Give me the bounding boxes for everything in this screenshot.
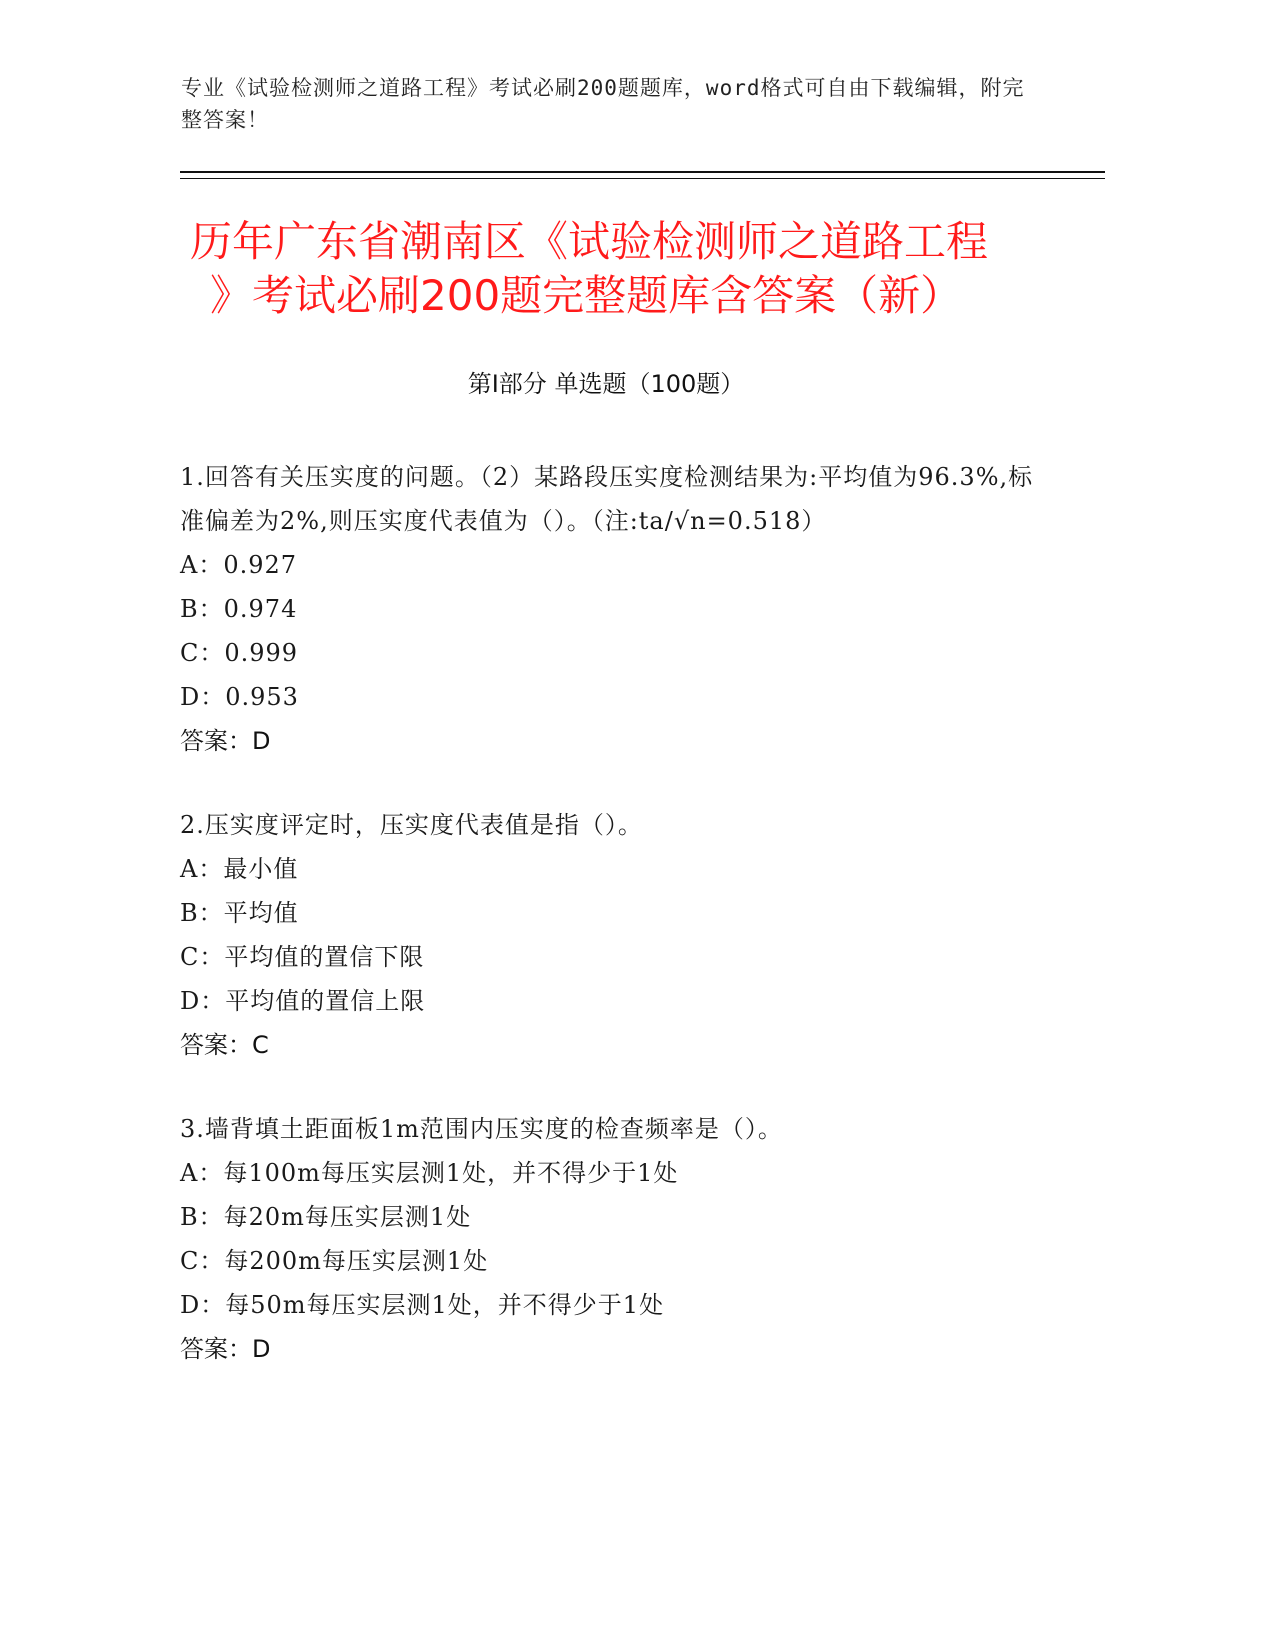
question-2 bbox=[180, 803, 1040, 1067]
option-a: A：最小值 bbox=[180, 855, 299, 883]
option-c: C：每200m每压实层测1处 bbox=[180, 1247, 489, 1275]
question-1 bbox=[180, 455, 1040, 763]
question-stem: 3.墙背填土距面板1m范围内压实度的检查频率是（）。 bbox=[180, 1115, 783, 1143]
question-list bbox=[180, 455, 1040, 1411]
question-3 bbox=[180, 1107, 1040, 1371]
section-title: 第Ⅰ部分 单选题（100题） bbox=[467, 370, 745, 398]
header-note: 专业《试验检测师之道路工程》考试必刷200题题库，word格式可自由下载编辑，附完整答案！ bbox=[181, 76, 1025, 132]
document-title-line-2: 》考试必刷200题完整题库含答案（新） bbox=[210, 271, 963, 320]
question-stem: 1.回答有关压实度的问题。（2）某路段压实度检测结果为:平均值为96.3%,标准偏差为2%,则压实度代表值为（）。（注:ta/√n=0.518） bbox=[180, 463, 1034, 535]
option-c: C：平均值的置信下限 bbox=[180, 943, 425, 971]
answer: 答案：D bbox=[180, 1335, 271, 1363]
option-a: A：0.927 bbox=[180, 551, 298, 579]
option-d: D：0.953 bbox=[180, 683, 299, 711]
option-b: B：每20m每压实层测1处 bbox=[180, 1203, 472, 1231]
document-title-line-1: 历年广东省潮南区《试验检测师之道路工程 bbox=[190, 217, 989, 266]
question-stem: 2.压实度评定时，压实度代表值是指（）。 bbox=[180, 811, 643, 839]
option-a: A：每100m每压实层测1处，并不得少于1处 bbox=[180, 1159, 679, 1187]
answer: 答案：C bbox=[180, 1031, 269, 1059]
option-b: B：0.974 bbox=[180, 595, 298, 623]
option-c: C：0.999 bbox=[180, 639, 299, 667]
header-divider-thick bbox=[180, 171, 1105, 173]
answer: 答案：D bbox=[180, 727, 271, 755]
option-d: D：每50m每压实层测1处，并不得少于1处 bbox=[180, 1291, 665, 1319]
option-b: B：平均值 bbox=[180, 899, 299, 927]
document-title bbox=[180, 215, 1080, 323]
option-d: D：平均值的置信上限 bbox=[180, 987, 426, 1015]
header-divider-thin bbox=[180, 178, 1105, 179]
